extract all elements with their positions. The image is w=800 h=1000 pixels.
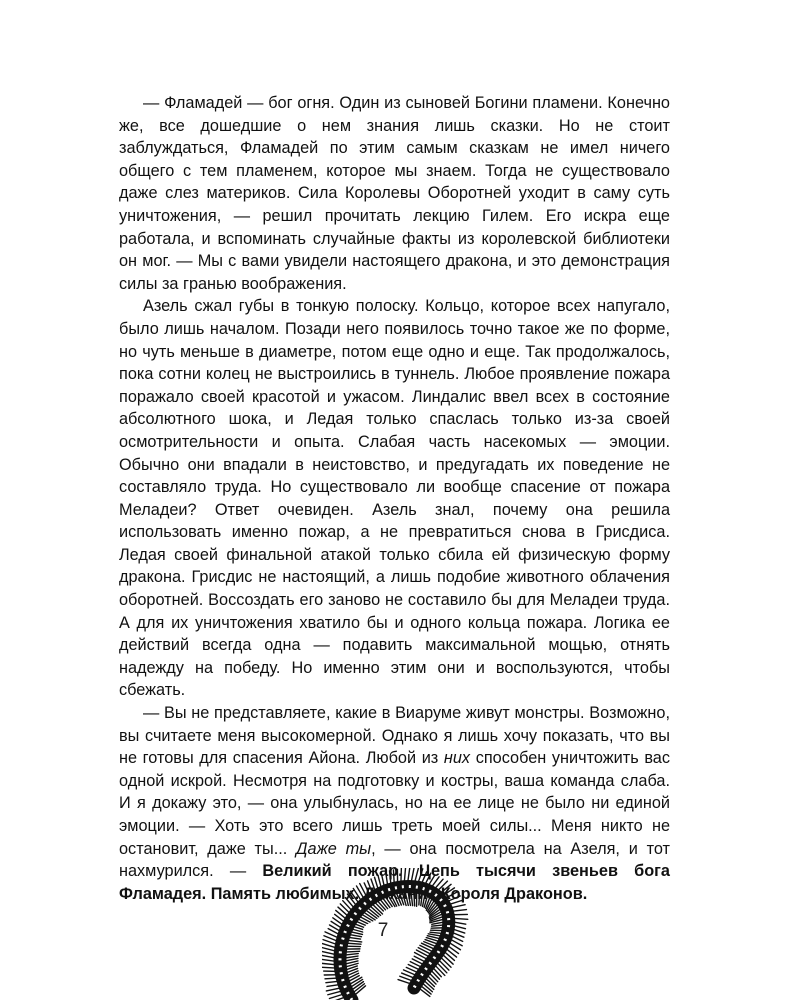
page-body — [119, 92, 670, 905]
emphasis-them: них — [443, 749, 471, 768]
paragraph-3-part-1: — Вы не представляете, какие в Виаруме живут монстры. Возможно, вы считаете меня высокомерной. Однако я лишь хочу показать, что вы не готовы для спасения Айона. Любой из — [119, 704, 670, 768]
paragraph-2: Азель сжал губы в тонкую полоску. Кольцо, которое всех напугало, было лишь началом. Позади него появилось точно такое же по форме, но чуть меньше в диаметре, потом еще одно и еще. Так продолжалось, пока сотни колец не выстроились в туннель. Любое проявление пожара поражало своей красотой и ужасом. Линдалис ввел всех в состояние абсолютного шока, и Ледая только спаслась только из-за своей осмотрительности и опыта. Слабая часть насекомых — эмоции. Обычно они впадали в неистовство, и предугадать их поведение не составляло труда. Но существовало ли вообще спасение от пожара Меладеи? Ответ очевиден. Азель знал, почему она решила использовать именно пожар, а не превратиться снова в Грисдиса. Ледая своей финальной атакой только сбила ей физическую форму дракона. Грисдис не настоящий, а лишь подобие животного облачения оборотней. Воссоздать его заново не составило бы для Меладеи труда. А для их уничтожения хватило бы и одного кольца пожара. Логика ее действий всегда одна — подавить максимальной мощью, отнять надежду на победу. Но именно этим они и воспользуются, чтобы сбежать. — [119, 297, 670, 700]
spell-incantation: Великий пожар. Цепь тысячи звеньев бога Фламадея. Память любимых. Дыхание Короля Драконов. — [119, 862, 670, 903]
paragraph-3-part-3: , — она посмотрела на Азеля, и тот нахмурился. — — [119, 839, 670, 881]
page-number: 7 — [363, 920, 403, 942]
emphasis-even-you: Даже ты — [296, 839, 372, 858]
paragraph-3-part-2: способен уничтожить вас одной искрой. Несмотря на подготовку и костры, ваша команда слаба. И я докажу это, — она улыбнулась, но на ее лице не было ни единой эмоции. — Хоть это всего лишь треть моей силы... Меня никто не остановит, даже ты... — [119, 749, 670, 858]
paragraph-1: — Фламадей — бог огня. Один из сыновей Богини пламени. Конечно же, все дошедшие о нем знания лишь сказки. Но не стоит заблуждаться, Фламадей по этим самым сказкам не имел ничего общего с тем пламенем, которое мы знаем. Тогда не существовало даже слез материков. Сила Королевы Оборотней уходит в саму суть уничтожения, — решил прочитать лекцию Гилем. Его искра еще работала, и вспоминать случайные факты из королевской библиотеки он мог. — Мы с вами увидели настоящего дракона, и это демонстрация силы за гранью воображения. — [119, 94, 670, 293]
